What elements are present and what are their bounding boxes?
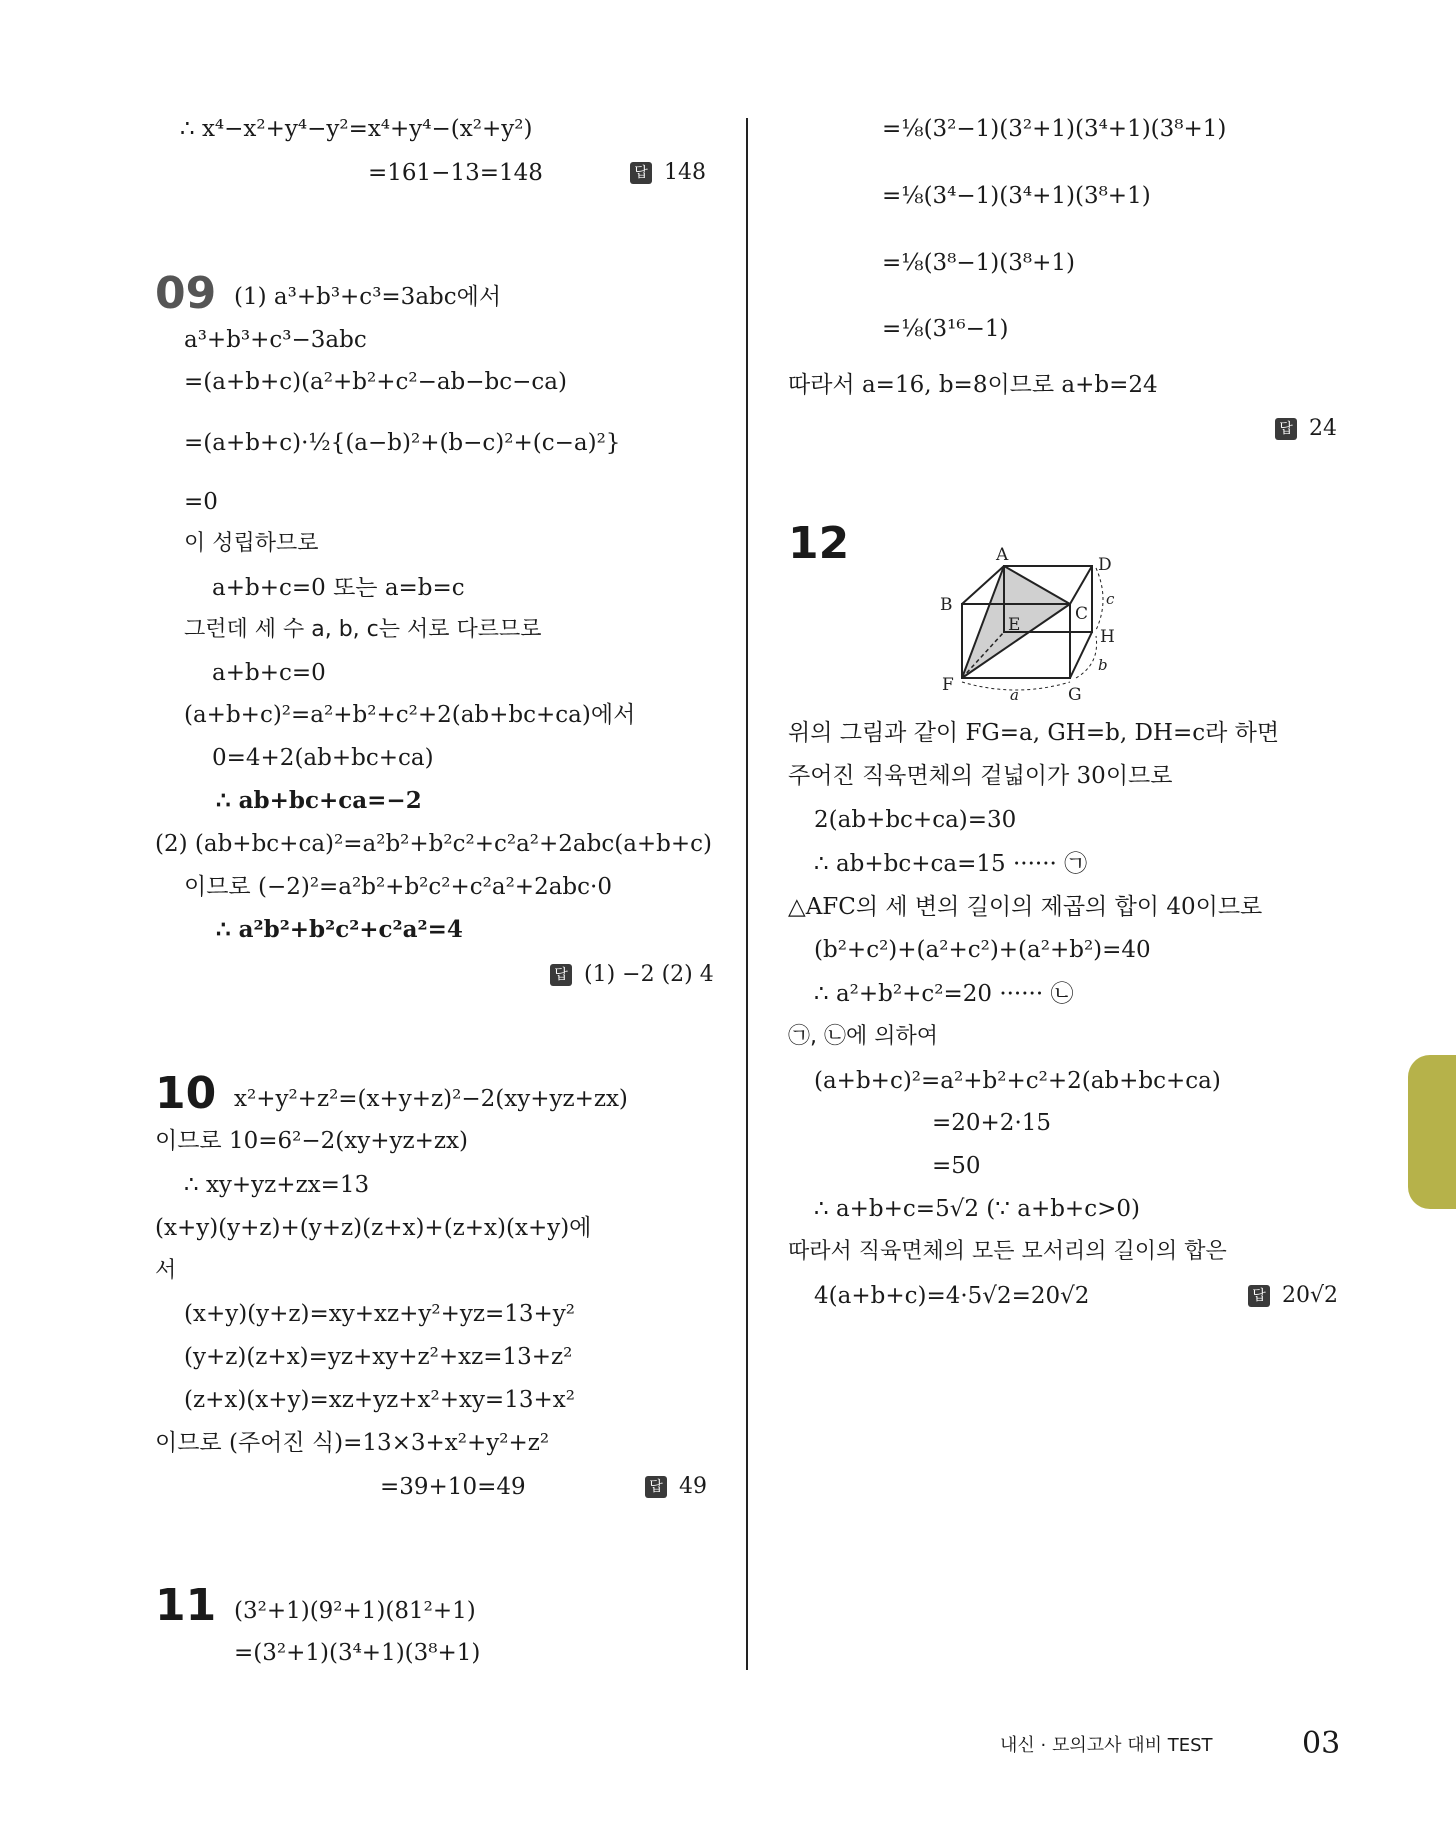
label-edge-b: b — [1098, 656, 1108, 674]
p10-line-9: 이므로 (주어진 식)=13×3+x²+y²+z² — [155, 1430, 550, 1456]
label-b-vertex: B — [940, 595, 953, 615]
problem-number-09: 09 — [155, 268, 217, 319]
label-e-vertex: E — [1008, 615, 1021, 635]
p12-line-9: (a+b+c)²=a²+b²+c²+2(ab+bc+ca) — [814, 1068, 1221, 1094]
p09-line-7: a+b+c=0 또는 a=b=c — [212, 575, 465, 601]
p11-cont-line-2: =⅛(3⁴−1)(3⁴+1)(3⁸+1) — [882, 183, 1151, 209]
p11-cont-line-4: =⅛(3¹⁶−1) — [882, 316, 1009, 342]
label-h-vertex: H — [1100, 627, 1115, 647]
answer-value: 148 — [664, 160, 706, 185]
p12-line-1: 위의 그림과 같이 FG=a, GH=b, DH=c라 하면 — [788, 720, 1280, 746]
p12-line-14: 4(a+b+c)=4·5√2=20√2 — [814, 1283, 1090, 1309]
p09-line-1: (1) a³+b³+c³=3abc에서 — [234, 284, 502, 310]
label-a-vertex: A — [996, 545, 1009, 565]
p09-line-13: (2) (ab+bc+ca)²=a²b²+b²c²+c²a²+2abc(a+b+c) — [155, 831, 713, 857]
p09-line-10: (a+b+c)²=a²+b²+c²+2(ab+bc+ca)에서 — [184, 702, 636, 728]
p11-cont-line-1: =⅛(3²−1)(3²+1)(3⁴+1)(3⁸+1) — [882, 116, 1227, 142]
p09-line-4: =(a+b+c)·½{(a−b)²+(b−c)²+(c−a)²} — [184, 430, 621, 456]
label-edge-a: a — [1010, 686, 1019, 704]
p08-line-1: ∴ x⁴−x²+y⁴−y²=x⁴+y⁴−(x²+y²) — [180, 116, 533, 142]
answer-value: 49 — [679, 1474, 707, 1499]
p12-line-8: ㉠, ㉡에 의하여 — [788, 1024, 938, 1049]
answer-badge: 답 — [645, 1476, 667, 1498]
answer-badge: 답 — [630, 162, 652, 184]
p09-line-9: a+b+c=0 — [212, 660, 326, 686]
p10-line-5: 서 — [155, 1258, 177, 1283]
p10-line-10: =39+10=49 — [380, 1474, 526, 1500]
p10-line-7: (y+z)(z+x)=yz+xy+z²+xz=13+z² — [184, 1344, 573, 1370]
p12-line-12: ∴ a+b+c=5√2 (∵ a+b+c>0) — [814, 1196, 1140, 1222]
chapter-tab — [1408, 1055, 1456, 1209]
page-number: 03 — [1302, 1726, 1341, 1761]
p10-line-4: (x+y)(y+z)+(y+z)(z+x)+(z+x)(x+y)에 — [155, 1215, 592, 1241]
label-c-vertex: C — [1075, 604, 1089, 624]
p12-line-5: △AFC의 세 변의 길이의 제곱의 합이 40이므로 — [788, 894, 1263, 920]
footer-title: 내신 · 모의고사 대비 TEST — [1000, 1735, 1213, 1756]
answer-value: 24 — [1309, 416, 1337, 441]
p11-cont-line-3: =⅛(3⁸−1)(3⁸+1) — [882, 250, 1075, 276]
problem-number-10: 10 — [155, 1068, 217, 1119]
p12-line-13: 따라서 직육면체의 모든 모서리의 길이의 합은 — [788, 1239, 1227, 1264]
answer-badge: 답 — [550, 964, 572, 986]
cuboid-figure — [930, 540, 1160, 705]
p10-line-3: ∴ xy+yz+zx=13 — [184, 1172, 370, 1198]
answer-value: (1) −2 (2) 4 — [584, 962, 714, 987]
p08-answer — [630, 158, 706, 188]
label-g-vertex: G — [1068, 685, 1082, 705]
problem-number-11: 11 — [155, 1580, 217, 1631]
p12-answer — [1248, 1281, 1338, 1311]
p09-line-12: ∴ ab+bc+ca=−2 — [216, 787, 422, 814]
p11-answer — [1275, 414, 1337, 444]
p10-line-6: (x+y)(y+z)=xy+xz+y²+yz=13+y² — [184, 1301, 575, 1327]
p10-answer — [645, 1472, 707, 1502]
answer-badge: 답 — [1275, 418, 1297, 440]
p12-line-11: =50 — [932, 1153, 981, 1179]
p11-line-2: =(3²+1)(3⁴+1)(3⁸+1) — [234, 1640, 481, 1666]
p12-line-10: =20+2·15 — [932, 1110, 1052, 1136]
p09-line-11: 0=4+2(ab+bc+ca) — [212, 745, 434, 771]
p09-line-14: 이므로 (−2)²=a²b²+b²c²+c²a²+2abc·0 — [184, 874, 612, 900]
p09-answer — [550, 960, 714, 990]
p09-line-3: =(a+b+c)(a²+b²+c²−ab−bc−ca) — [184, 369, 567, 395]
column-divider — [746, 118, 748, 1670]
answer-badge: 답 — [1248, 1285, 1270, 1307]
p12-line-4: ∴ ab+bc+ca=15 ······ ㉠ — [814, 851, 1088, 877]
p11-line-1: (3²+1)(9²+1)(81²+1) — [234, 1598, 476, 1624]
p11-cont-line-5: 따라서 a=16, b=8이므로 a+b=24 — [788, 372, 1158, 398]
p10-line-8: (z+x)(x+y)=xz+yz+x²+xy=13+x² — [184, 1387, 575, 1413]
p12-line-6: (b²+c²)+(a²+c²)+(a²+b²)=40 — [814, 937, 1151, 963]
p09-line-6: 이 성립하므로 — [184, 531, 319, 556]
p09-line-8: 그런데 세 수 a, b, c는 서로 다르므로 — [184, 617, 542, 642]
p09-line-2: a³+b³+c³−3abc — [184, 327, 367, 353]
p09-line-5: =0 — [184, 489, 218, 515]
p12-line-7: ∴ a²+b²+c²=20 ······ ㉡ — [814, 981, 1074, 1007]
p09-line-15: ∴ a²b²+b²c²+c²a²=4 — [216, 916, 463, 943]
p08-line-2: =161−13=148 — [368, 160, 543, 186]
p12-line-3: 2(ab+bc+ca)=30 — [814, 807, 1017, 833]
p10-line-2: 이므로 10=6²−2(xy+yz+zx) — [155, 1128, 468, 1154]
answer-value: 20√2 — [1282, 1283, 1339, 1308]
label-edge-c: c — [1106, 590, 1115, 608]
label-f-vertex: F — [942, 675, 954, 695]
label-d-vertex: D — [1098, 555, 1112, 575]
p12-line-2: 주어진 직육면체의 겉넓이가 30이므로 — [788, 763, 1173, 789]
problem-number-12: 12 — [788, 518, 850, 569]
p10-line-1: x²+y²+z²=(x+y+z)²−2(xy+yz+zx) — [234, 1086, 628, 1112]
